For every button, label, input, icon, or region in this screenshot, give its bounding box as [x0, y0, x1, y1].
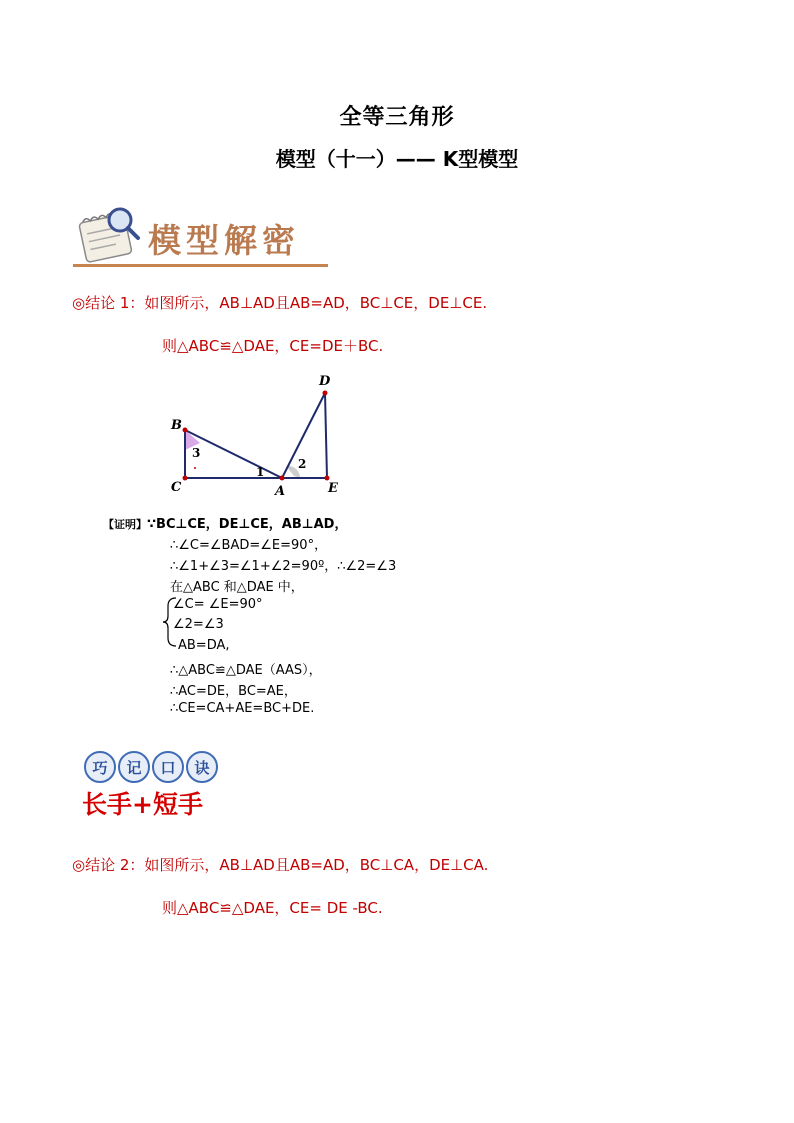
point-B — [183, 428, 188, 433]
proof-line-4: ∠C= ∠E=90° — [173, 597, 263, 612]
proof-line-9: ∴CE=CA+AE=BC+DE. — [170, 701, 315, 716]
proof-line-3: 在△ABC 和△DAE 中， — [170, 580, 304, 595]
page-subtitle: 模型（十一）—— K型模型 — [275, 147, 519, 171]
label-B: B — [171, 418, 182, 433]
label-angle3: 3 — [192, 446, 201, 460]
label-angle2: 2 — [298, 457, 307, 471]
page-title: 全等三角形 — [339, 105, 455, 130]
banner-underline — [73, 264, 328, 267]
conclusion2-statement: ◎结论 2：如图所示，AB⊥AD且AB=AD，BC⊥CA，DE⊥CA. — [72, 856, 489, 874]
proof-line-5: ∠2=∠3 — [173, 617, 224, 632]
tip-char-1: 记 — [118, 751, 150, 783]
proof-line-7: ∴△ABC≌△DAE（AAS）， — [170, 663, 322, 678]
tip-char-3: 诀 — [186, 751, 218, 783]
label-C: C — [171, 480, 182, 495]
section-banner-label: 模型解密 — [148, 221, 300, 260]
tip-char-2: 口 — [152, 751, 184, 783]
point-A — [280, 476, 285, 481]
proof-line-8: ∴AC=DE，BC=AE， — [170, 684, 297, 699]
proof-tag: 【证明】 — [103, 518, 147, 531]
proof-line-2: ∴∠1+∠3=∠1+∠2=90º，∴∠2=∠3 — [170, 559, 397, 574]
proof-header — [103, 513, 347, 532]
tip-char-0: 巧 — [84, 751, 116, 783]
proof-line-6: AB=DA, — [178, 638, 230, 653]
proof-line-1: ∴∠C=∠BAD=∠E=90°， — [170, 538, 328, 553]
label-A: A — [275, 484, 286, 499]
point-D — [323, 391, 328, 396]
label-D: D — [319, 374, 331, 389]
proof-line-0: ∵BC⊥CE，DE⊥CE，AB⊥AD， — [147, 517, 348, 532]
label-angle1: 1 — [256, 465, 265, 479]
point-C — [183, 476, 188, 481]
conclusion2-result: 则△ABC≌△DAE，CE= DE -BC. — [162, 899, 383, 917]
label-E: E — [328, 481, 338, 496]
conclusion1-statement: ◎结论 1：如图所示，AB⊥AD且AB=AD，BC⊥CE，DE⊥CE. — [72, 294, 488, 312]
k-model-figure — [160, 368, 360, 503]
mnemonic-text: 长手+短手 — [82, 790, 203, 819]
conclusion1-result: 则△ABC≌△DAE，CE=DE＋BC. — [162, 337, 384, 355]
point-E — [325, 476, 330, 481]
